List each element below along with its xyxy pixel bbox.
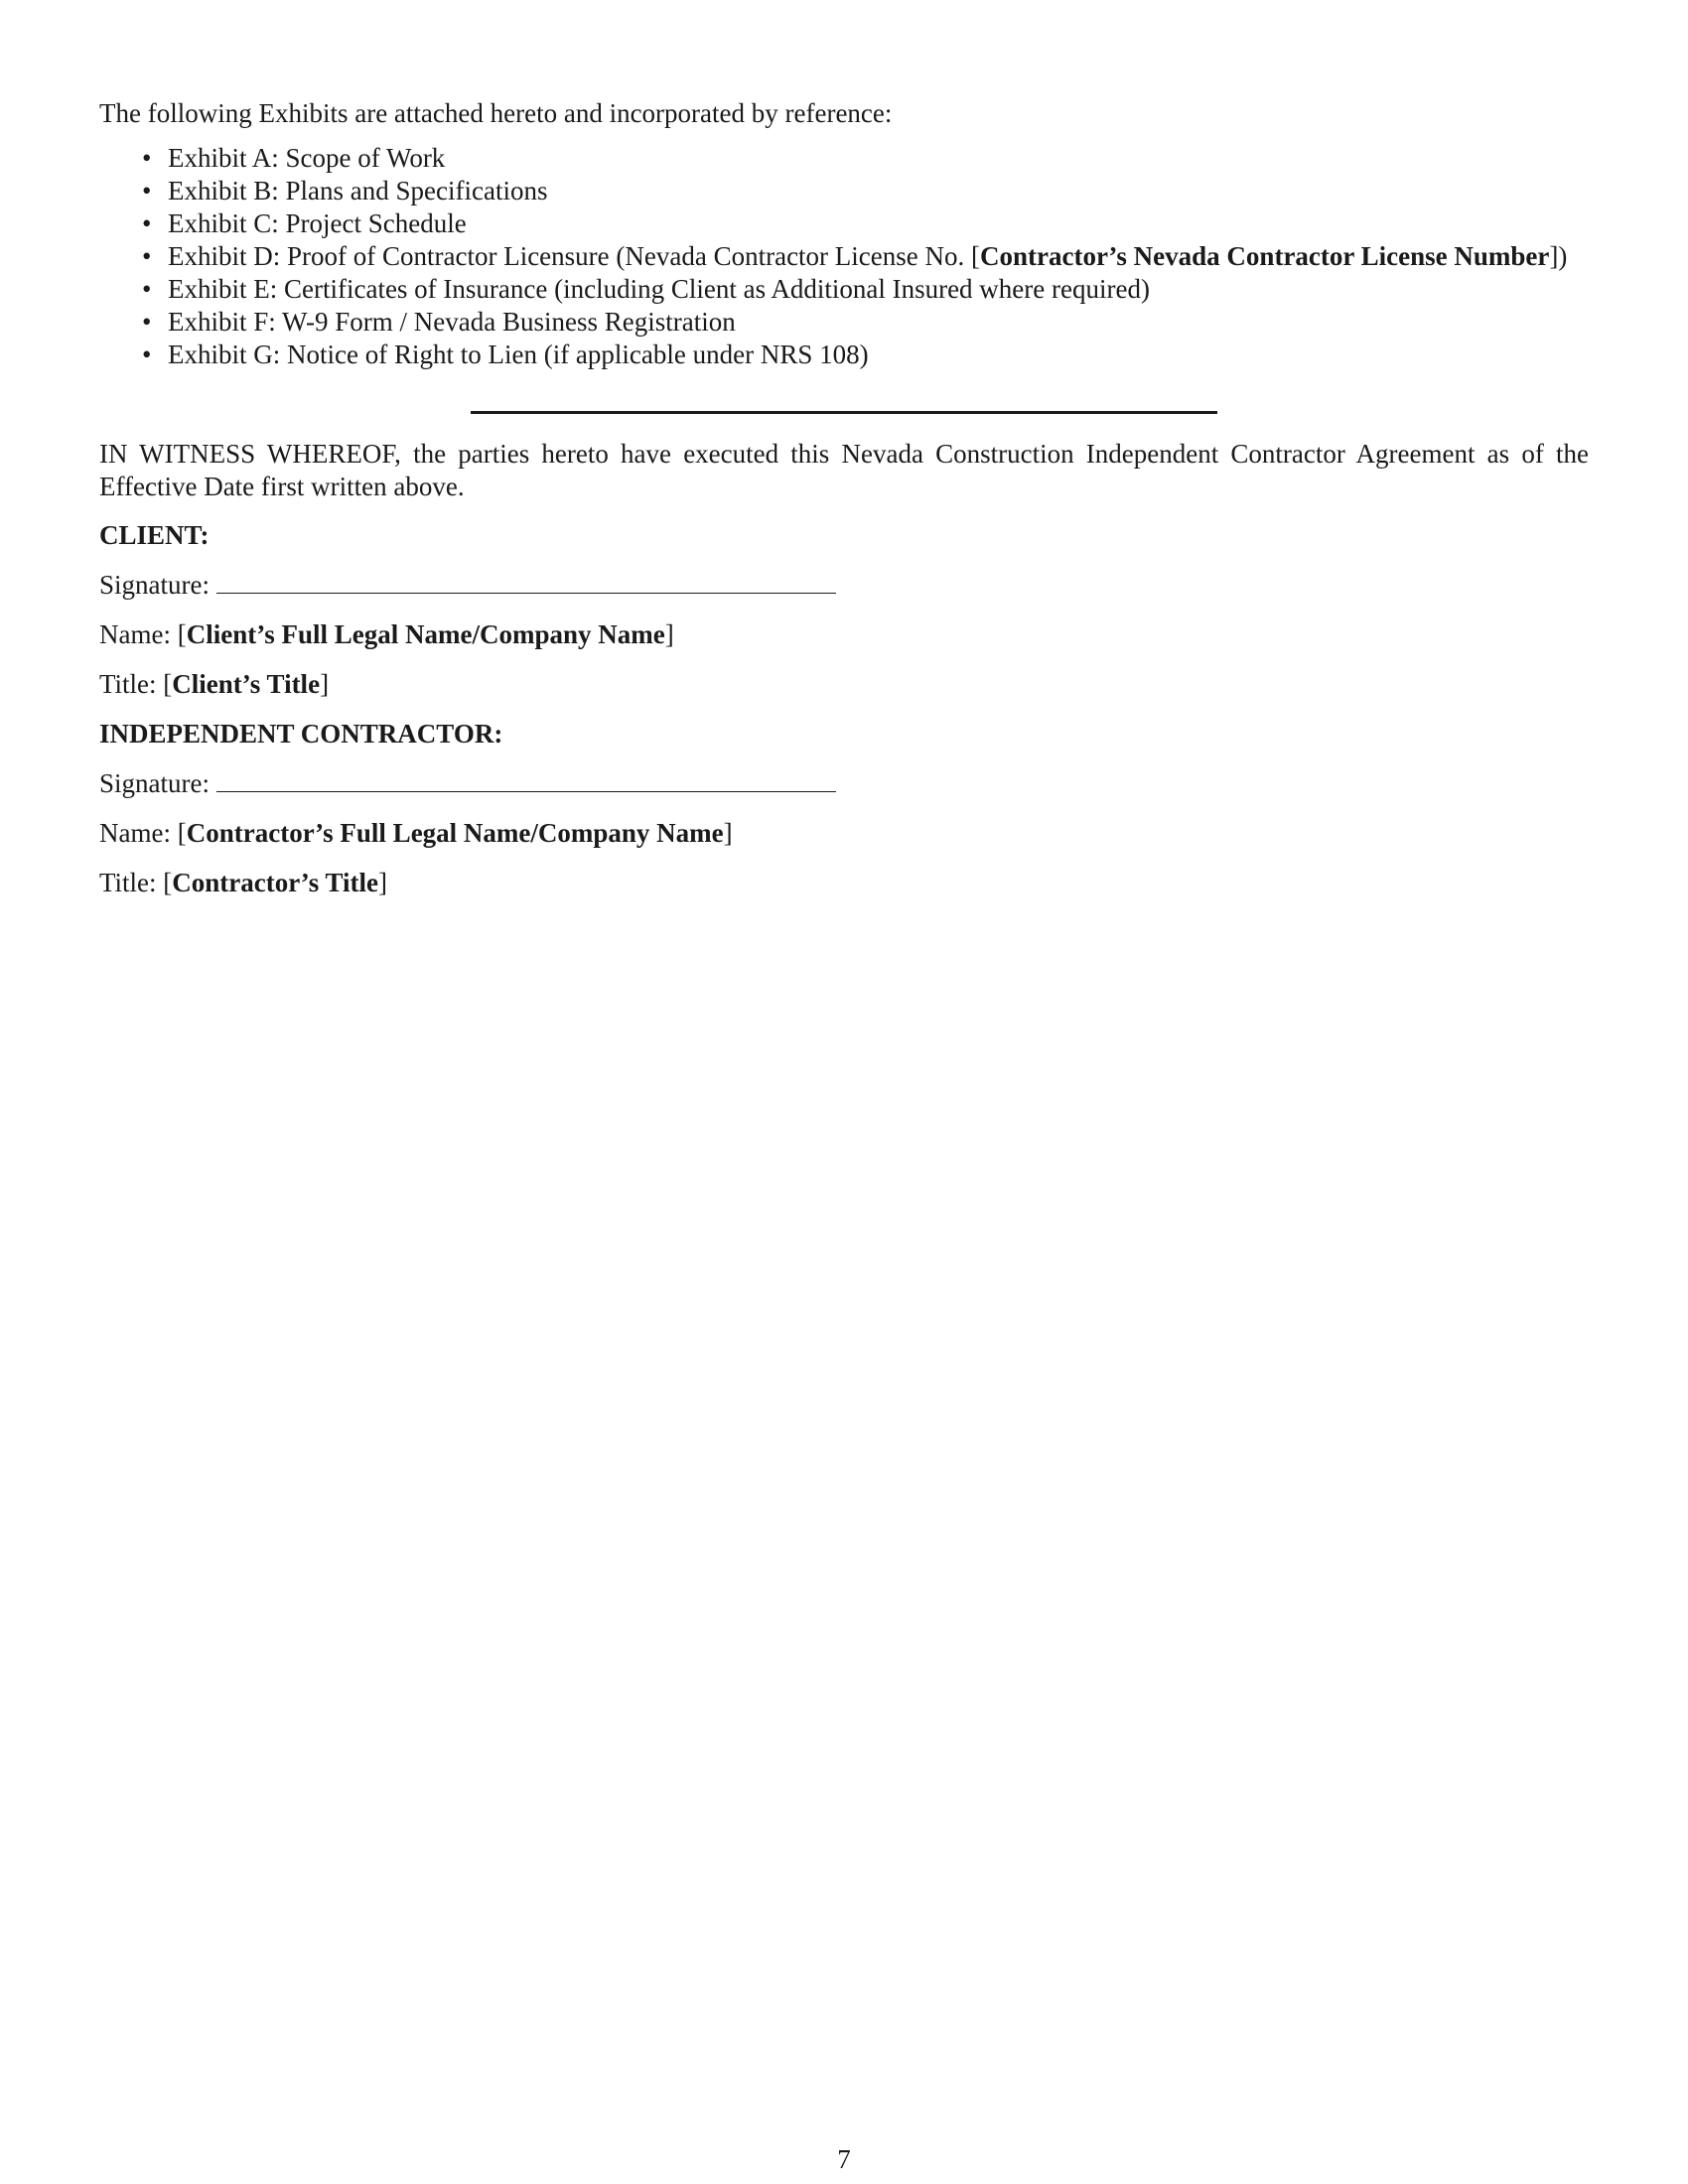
exhibit-text: Exhibit C: Project Schedule <box>168 208 467 238</box>
contractor-heading: INDEPENDENT CONTRACTOR: <box>99 719 503 749</box>
exhibit-item-e <box>142 273 1589 306</box>
placeholder-bracket-close: ] <box>320 669 330 699</box>
exhibit-text: Exhibit E: Certificates of Insurance (including Client as Additional Insured where required) <box>168 274 1150 304</box>
exhibit-item-d <box>142 240 1589 273</box>
exhibit-text: Exhibit B: Plans and Specifications <box>168 176 548 205</box>
exhibits-list <box>99 142 1589 371</box>
client-signature-row <box>99 569 1589 602</box>
client-heading: CLIENT: <box>99 520 210 550</box>
client-title-placeholder: Client’s Title <box>172 669 321 699</box>
contractor-name-placeholder: Contractor’s Full Legal Name/Company Name <box>186 818 724 848</box>
bullet-icon: • <box>142 274 152 304</box>
bullet-icon: • <box>142 241 152 271</box>
client-name-placeholder: Client’s Full Legal Name/Company Name <box>186 619 665 649</box>
exhibits-intro: The following Exhibits are attached hereto and incorporated by reference: <box>99 98 893 128</box>
bullet-icon: • <box>142 176 152 205</box>
client-signature-label: Signature: <box>99 570 210 600</box>
exhibit-item-g <box>142 339 1589 371</box>
witness-clause: IN WITNESS WHEREOF, the parties hereto have executed this Nevada Construction Independent Contractor Agreement as of the Effective Date first written above. <box>99 439 1589 501</box>
placeholder-bracket-open: [ <box>163 868 173 897</box>
bullet-icon: • <box>142 340 152 369</box>
exhibit-text: Exhibit F: W-9 Form / Nevada Business Registration <box>168 307 736 337</box>
exhibit-text: Exhibit G: Notice of Right to Lien (if applicable under NRS 108) <box>168 340 869 369</box>
contractor-signature-label: Signature: <box>99 768 210 798</box>
document-page <box>99 97 1589 916</box>
placeholder-bracket-close: ] <box>723 818 733 848</box>
client-name-row <box>99 618 1589 651</box>
contractor-title-placeholder: Contractor’s Title <box>172 868 378 897</box>
client-name-label: Name: <box>99 619 171 649</box>
client-signature-line[interactable] <box>216 573 836 594</box>
contractor-name-row <box>99 817 1589 850</box>
page-number: 7 <box>837 2144 851 2174</box>
contractor-title-row <box>99 867 1589 899</box>
contractor-signature-line[interactable] <box>216 771 836 792</box>
exhibit-item-f <box>142 306 1589 339</box>
exhibit-text: Exhibit D: Proof of Contractor Licensure (Nevada Contractor License No. <box>168 241 971 271</box>
bullet-icon: • <box>142 208 152 238</box>
placeholder-bracket-close: ] <box>378 868 387 897</box>
contractor-title-label: Title: <box>99 868 157 897</box>
client-title-label: Title: <box>99 669 157 699</box>
contractor-signature-row <box>99 767 1589 800</box>
bullet-icon: • <box>142 307 152 337</box>
placeholder-bracket-close: ] <box>664 619 674 649</box>
section-divider <box>471 411 1217 414</box>
bullet-icon: • <box>142 143 152 173</box>
exhibit-item-b <box>142 175 1589 207</box>
exhibit-text: Exhibit A: Scope of Work <box>168 143 446 173</box>
placeholder-bracket-open: [ <box>177 619 187 649</box>
placeholder-bracket-close: ]) <box>1549 241 1568 271</box>
contractor-name-label: Name: <box>99 818 171 848</box>
placeholder-bracket-open: [ <box>971 241 980 271</box>
client-title-row <box>99 668 1589 701</box>
placeholder-bracket-open: [ <box>163 669 173 699</box>
exhibit-item-c <box>142 207 1589 240</box>
exhibit-item-a <box>142 142 1589 175</box>
placeholder-bracket-open: [ <box>177 818 187 848</box>
license-number-placeholder: Contractor’s Nevada Contractor License Number <box>980 241 1550 271</box>
